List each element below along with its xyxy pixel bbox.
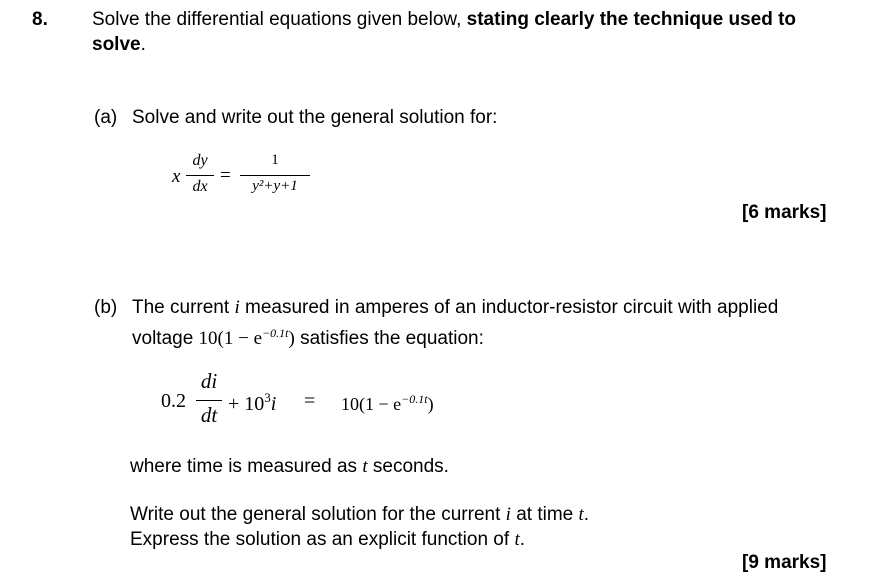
part-b-line1-var: i (234, 297, 240, 318)
part-b-express-line (130, 528, 525, 552)
eq-b-rhs (341, 392, 434, 415)
part-b-line1-pre: The current (132, 297, 235, 318)
intro-line2-bold: solve (92, 34, 141, 55)
part-b-label: (b) (94, 297, 118, 318)
part-b-write-line (130, 503, 589, 527)
eq-b-rhs-exponent: −0.1t (401, 392, 428, 406)
intro-text: Solve the differential equations given below, (92, 9, 467, 30)
question-intro-line1 (92, 8, 796, 32)
time-pre: where time is measured as (130, 456, 363, 477)
part-b-line2-post: satisfies the equation: (294, 328, 484, 349)
part-b-line2-pre: voltage (132, 328, 199, 349)
write-mid: at time (510, 504, 579, 525)
part-b-line1 (132, 296, 778, 320)
eq-b-var: i (270, 393, 277, 415)
part-b-line2 (132, 321, 484, 351)
part-b-line2-close: ) (288, 328, 295, 349)
eq-b-plus-term (228, 390, 276, 416)
time-post: seconds. (367, 456, 449, 477)
express-var: t (514, 529, 520, 550)
intro-line2-end: . (140, 34, 146, 55)
eq-b-rhs-close: ) (427, 394, 434, 414)
eq-a-rhs-numerator: 1 (271, 152, 279, 168)
eq-a-numerator: dy (192, 152, 208, 169)
eq-a-rhs-denominator: y²+y+1 (252, 178, 298, 194)
part-b-line2-math: 10(1 − e (198, 328, 263, 349)
write-var-t: t (578, 504, 584, 525)
eq-b-coefficient: 0.2 (161, 390, 186, 412)
write-pre: Write out the general solution for the current (130, 504, 506, 525)
part-a-label: (a) (94, 107, 118, 128)
eq-b-rhs-base: 10(1 − e (341, 394, 402, 414)
eq-b-numerator: di (200, 369, 218, 393)
express-pre: Express the solution as an explicit function of (130, 529, 515, 550)
eq-a-rhs-fraction-bar (240, 175, 310, 176)
part-b-time-line (130, 455, 449, 479)
eq-b-plus-base: + 10 (228, 393, 265, 415)
express-end: . (519, 529, 525, 550)
part-b-line1-post: measured in amperes of an inductor-resistor circuit with applied (239, 297, 779, 318)
eq-b-equals: = (304, 390, 316, 412)
eq-b-denominator: dt (200, 403, 218, 427)
write-end: . (583, 504, 590, 525)
part-a-marks: [6 marks] (742, 202, 827, 223)
eq-b-fraction-bar (196, 400, 222, 401)
part-b-line2-exponent: −0.1t (262, 326, 289, 340)
eq-a-fraction-bar (186, 175, 214, 176)
time-var: t (362, 456, 368, 477)
eq-a-lhs-var: x (172, 166, 181, 187)
part-b-marks: [9 marks] (742, 552, 827, 573)
eq-a-equals: = (220, 165, 231, 186)
question-number: 8. (32, 9, 48, 30)
eq-b-power: 3 (264, 390, 271, 405)
eq-a-denominator: dx (192, 178, 208, 195)
part-a-text: Solve and write out the general solution for: (132, 107, 498, 128)
write-var-i: i (505, 504, 511, 525)
intro-bold-text: stating clearly the technique used to (466, 9, 797, 30)
question-intro-line2 (92, 33, 146, 57)
